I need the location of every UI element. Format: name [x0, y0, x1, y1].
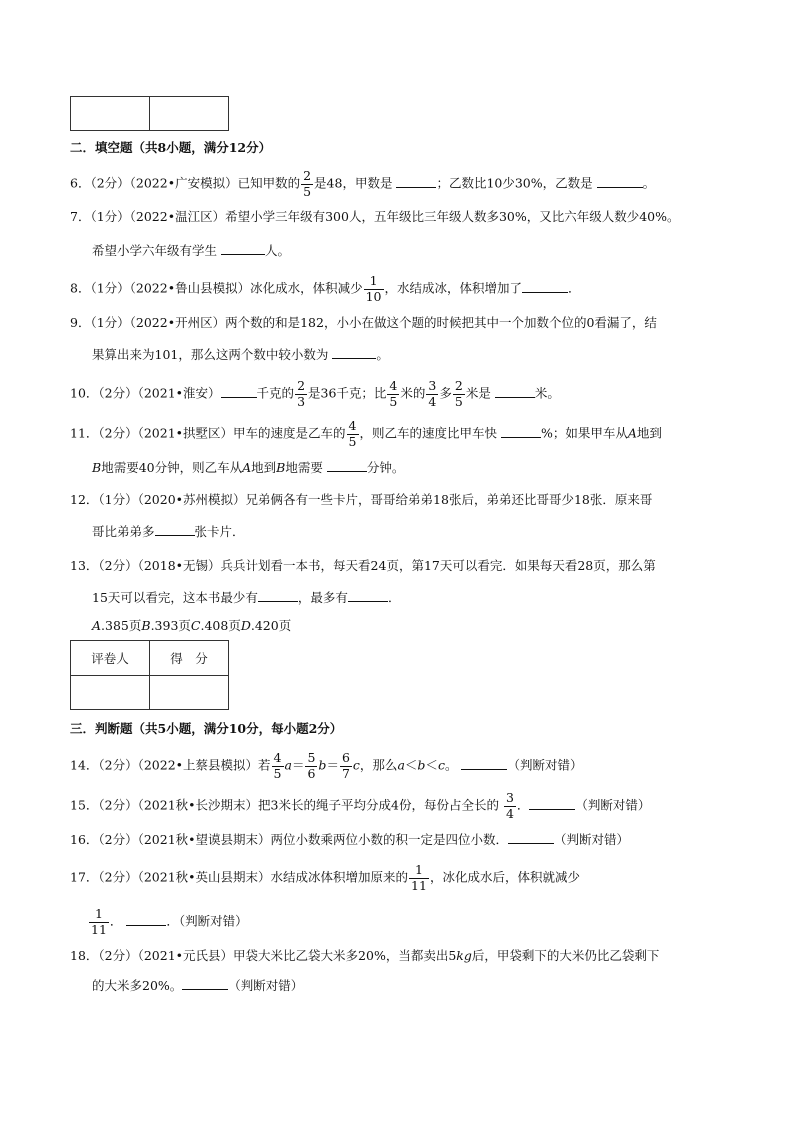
fraction: $\frac{5}{6}$ [307, 750, 316, 781]
question-13-options: A.385页B.393页C.408页D.420页 [92, 618, 292, 633]
score-cell [71, 97, 150, 131]
question-15: 15．（2分）（2021秋•长沙期末）把3米长的绳子平均分成4份，每份占全长的 $\frac{3}{4}$ ． （判断对错） [70, 790, 651, 821]
score-header: 得 分 [150, 641, 229, 676]
question-14: 14．（2分）（2022•上蔡县模拟）若 $\frac{4}{5}$ a＝ $\frac{5}{6}$ b＝ $\frac{6}{7}$ c，那么a＜b＜c。 （判断对错） [70, 750, 583, 781]
option-label: C [190, 618, 201, 633]
section-3-title: 三．判断题（共5小题，满分10分，每小题2分） [70, 721, 343, 736]
score-cell [150, 97, 229, 131]
answer-blank[interactable] [597, 174, 643, 188]
option-label: A [92, 618, 102, 633]
fraction: $\frac{4}{5}$ [273, 750, 282, 781]
fraction: $\frac{3}{4}$ [428, 378, 437, 409]
question-13: 13．（2分）（2018•无锡）兵兵计划看一本书，每天看24页，第17天可以看完．如果每天看28页，那么第 [70, 558, 656, 573]
fraction: $\frac{1}{11}$ [411, 862, 427, 893]
option-label: D [240, 618, 251, 633]
fraction: $\frac{2}{5}$ [303, 168, 312, 199]
question-9: 9．（1分）（2022•开州区）两个数的和是182，小小在做这个题的时候把其中一个加数个位的0看漏了，结 [70, 315, 657, 330]
fraction: $\frac{2}{5}$ [454, 378, 463, 409]
score-table-reviewer [70, 640, 229, 710]
answer-blank[interactable] [522, 279, 568, 293]
answer-blank[interactable] [501, 424, 541, 438]
question-12: 12．（1分）（2020•苏州模拟）兄弟俩各有一些卡片，哥哥给弟弟18张后，弟弟还比哥哥少18张．原来哥 [70, 492, 653, 507]
question-7: 7．（1分）（2022•温江区）希望小学三年级有300人，五年级比三年级人数多30%，又比六年级人数少40%。 [70, 209, 680, 224]
fraction: $\frac{4}{5}$ [348, 418, 357, 449]
answer-blank[interactable] [221, 241, 265, 255]
question-6: 6．（2分）（2022•广安模拟）已知甲数的 $\frac{2}{5}$ 是48，甲数是 ；乙数比10少30%，乙数是 。 [70, 168, 656, 199]
answer-blank[interactable] [221, 384, 257, 398]
answer-blank[interactable] [495, 384, 535, 398]
question-12-line2: 哥比弟弟多 张卡片． [92, 524, 245, 539]
question-16: 16．（2分）（2021秋•望谟县期末）两位小数乘两位小数的积一定是四位小数． （判断对错） [70, 832, 630, 847]
answer-blank[interactable] [396, 174, 436, 188]
reviewer-cell [71, 676, 150, 710]
answer-blank[interactable] [529, 796, 575, 810]
answer-blank[interactable] [182, 976, 228, 990]
fraction: $\frac{4}{5}$ [389, 378, 398, 409]
question-17: 17．（2分）（2021秋•英山县期末）水结成冰体积增加原来的 $\frac{1}{11}$ ，冰化成水后，体积就减少 [70, 862, 580, 893]
answer-blank[interactable] [126, 912, 166, 926]
question-7-line2: 希望小学六年级有学生 人。 [92, 243, 291, 258]
score-cell [150, 676, 229, 710]
answer-blank[interactable] [348, 588, 388, 602]
answer-blank[interactable] [327, 458, 367, 472]
section-2-title: 二．填空题（共8小题，满分12分） [70, 140, 272, 155]
answer-blank[interactable] [258, 588, 298, 602]
question-13-line2: 15天可以看完，这本书最少有 ，最多有 ． [92, 590, 401, 605]
question-11: 11．（2分）（2021•拱墅区）甲车的速度是乙车的 $\frac{4}{5}$ ，则乙车的速度比甲车快 %；如果甲车从A地到 [70, 418, 662, 449]
score-table-top [70, 96, 229, 131]
question-18: 18．（2分）（2021•元氏县）甲袋大米比乙袋大米多20%，当都卖出5kg后，甲袋剩下的大米仍比乙袋剩下 [70, 948, 660, 963]
reviewer-header: 评卷人 [71, 641, 150, 676]
question-10: 10．（2分）（2021•淮安） 千克的 $\frac{2}{3}$ 是36千克；比 $\frac{4}{5}$ 米的 $\frac{3}{4}$ 多 $\frac{2}{5}$ 米是 米。 [70, 378, 560, 409]
question-18-line2: 的大米多20%。 （判断对错） [92, 978, 304, 993]
answer-blank[interactable] [332, 345, 376, 359]
option-label: B [141, 618, 151, 633]
question-17-line2: $\frac{1}{11}$ ． ．（判断对错） [91, 906, 248, 937]
question-11-line2: B地需要40分钟，则乙车从A地到B地需要 分钟。 [92, 460, 405, 475]
answer-blank[interactable] [461, 756, 507, 770]
answer-blank[interactable] [155, 522, 195, 536]
fraction: $\frac{6}{7}$ [341, 750, 350, 781]
question-8: 8．（1分）（2022•鲁山县模拟）冰化成水，体积减少 $\frac{1}{10}$ ，水结成冰，体积增加了 ． [70, 273, 581, 304]
answer-blank[interactable] [508, 830, 554, 844]
fraction: $\frac{1}{11}$ [91, 906, 107, 937]
question-9-line2: 果算出来为101，那么这两个数中较小数为 。 [92, 347, 389, 362]
fraction: $\frac{2}{3}$ [297, 378, 306, 409]
fraction: $\frac{1}{10}$ [365, 273, 382, 304]
fraction: $\frac{3}{4}$ [505, 790, 514, 821]
